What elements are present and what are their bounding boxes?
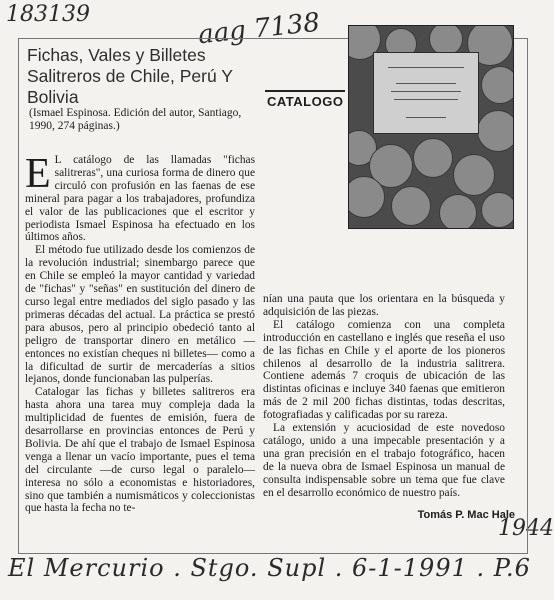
article-byline: Tomás P. Mac Hale bbox=[417, 509, 515, 521]
handwritten-ref-middle: aag 7138 bbox=[196, 7, 322, 51]
coin-image bbox=[391, 186, 431, 226]
coin-image bbox=[481, 66, 514, 104]
paragraph-text: L catálogo de las llamadas "fichas salitreras", una curiosa forma de dinero que circuló con profusión en las faenas de ese mineral para pagar a los trabajadores, profundiza el valor de las publicaciones que el escritor y periodista Ismael Espinosa ha efectuado en los últimos años. bbox=[25, 154, 255, 244]
cover-title-card bbox=[373, 52, 479, 134]
coin-image bbox=[413, 138, 453, 178]
article-column-left bbox=[25, 151, 255, 515]
article-paragraph: El catálogo comienza con una completa introducción en castellano e inglés que reseña el uso de las fichas en Chile y el aporte de los pioneros chilenos al desarrollo de la industria salitrera. Contiene además 7 croquis de ubicación de las distintas oficinas e incluye 340 faenas que emitieron más de 2 mil 200 fichas distintas, todas descritas, fotografiadas y calificadas por su rareza. bbox=[263, 318, 505, 422]
article-paragraph bbox=[25, 151, 255, 244]
section-label: CATALOGO bbox=[267, 94, 344, 109]
article-column-right bbox=[263, 293, 505, 500]
handwritten-source-note: El Mercurio . Stgo. Supl . 6-1-1991 . P.6 bbox=[8, 554, 531, 582]
article-paragraph: Catalogar las fichas y billetes salitreros era hasta ahora una tarea muy compleja dada la multiplicidad de fuentes de emisión, fuera de desarrollarse en provincias entonces de Perú y Bolivia. De ahí que el trabajo de Ismael Espinosa venga a llenar un vacío importante, pues el tema del circulante —de curso legal o paralelo— interesa no sólo a economistas e historiadores, sino que también a numismáticos y coleccionistas que hasta la fecha no te- bbox=[25, 386, 255, 515]
article-paragraph: nían una pauta que los orientara en la búsqueda y adquisición de las piezas. bbox=[263, 293, 505, 318]
book-cover-image bbox=[348, 25, 514, 229]
handwritten-ref-year: 1944 bbox=[498, 516, 554, 541]
coin-image bbox=[453, 154, 495, 196]
coin-image bbox=[477, 110, 514, 152]
coin-image bbox=[348, 176, 385, 218]
drop-cap: E bbox=[25, 151, 51, 197]
article-title: Fichas, Vales y Billetes Salitreros de Chile, Perú Y Bolivia bbox=[27, 45, 233, 107]
article-clipping bbox=[18, 38, 528, 554]
handwritten-ref-top: 183139 bbox=[6, 2, 90, 27]
section-rule bbox=[265, 90, 345, 92]
article-bibliography: (Ismael Espinosa. Edición del autor, Santiago, 1990, 274 páginas.) bbox=[29, 107, 242, 132]
coin-image bbox=[439, 194, 477, 229]
coin-image bbox=[481, 192, 514, 228]
article-paragraph: El método fue utilizado desde los comienzos de la revolución industrial; sinembargo parece que en Chile se empleó la mayor cantidad y variedad de "fichas" y "señas" en sustitución del dinero de curso legal entre mediados del siglo pasado y las primeras décadas del actual. La práctica se prestó para abusos, pero al principio obedeció tanto al peligro de transportar dinero en metálico —entonces no existían cheques ni billetes— como a la dificultad de surtir de mercaderías a sitios lejanos, donde funcionaban las pulperías. bbox=[25, 244, 255, 386]
article-paragraph: La extensión y acuciosidad de este novedoso catálogo, unido a una impecable presentación y a una gran precisión en el trabajo fotográfico, hacen de la nueva obra de Ismael Espinosa un manual de consulta indispensable sobre un tema que fue clave en el desarrollo económico de nuestro país. bbox=[263, 422, 505, 499]
